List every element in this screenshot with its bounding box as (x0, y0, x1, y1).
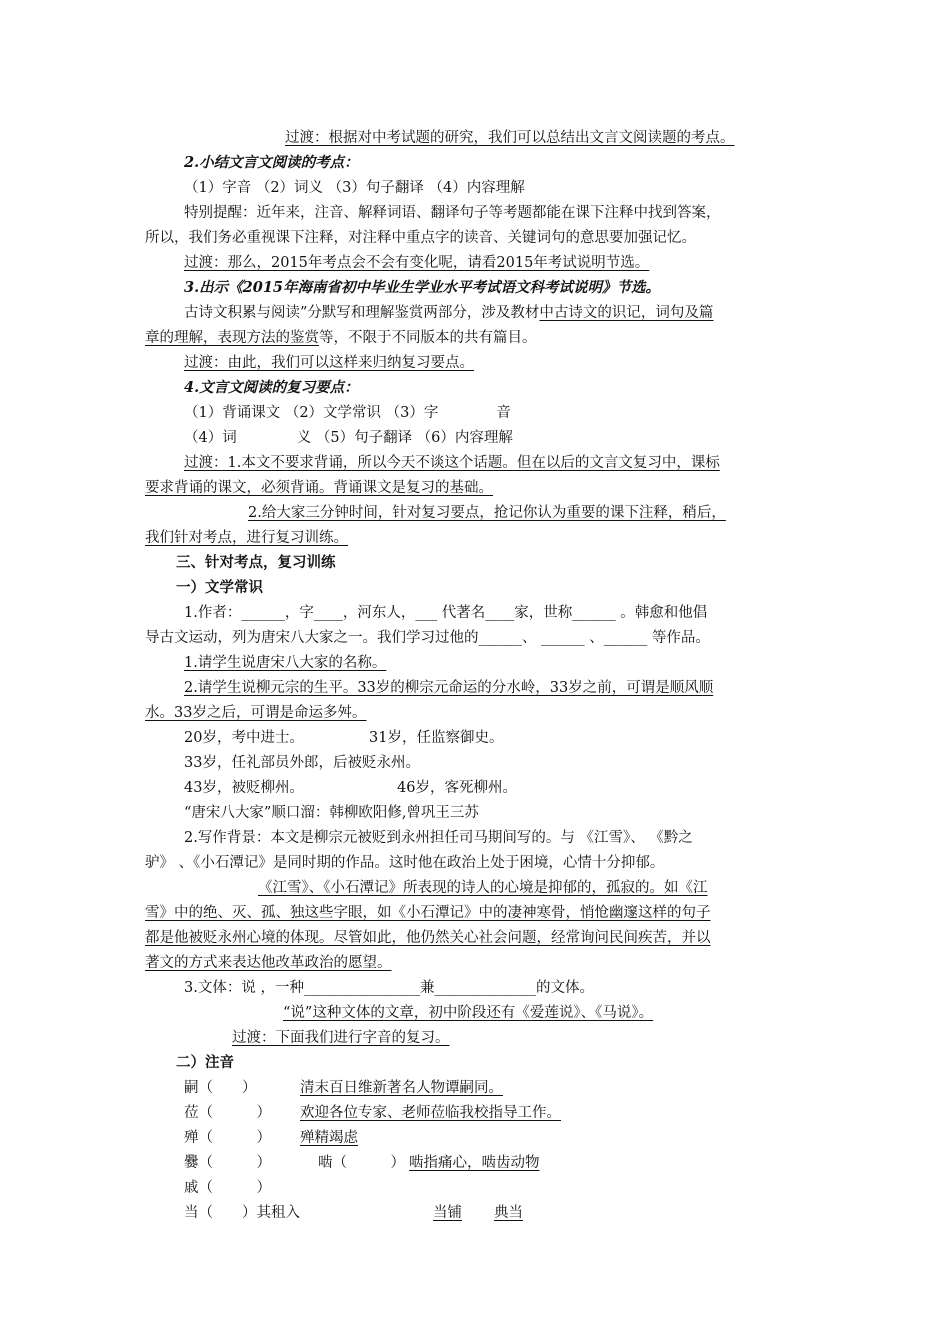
pron-item-7-example-1: 当铺 (433, 1205, 462, 1221)
prompt-life-line-1: 2.请学生说柳元宗的生平。33岁的柳宗元命运的分水岭，33岁之前，可谓是顺风顺 (184, 680, 714, 696)
transition-6-text: 过渡：下面我们进行字音的复习。 (232, 1030, 450, 1046)
life-age-46: 46岁，客死柳州。 (397, 780, 517, 796)
heading-exam-guide: 3.出示《2015年海南省初中毕业生学业水平考试语文科考试说明》节选。 (184, 279, 660, 296)
life-age-20: 20岁，考中进士。 (184, 730, 304, 746)
reminder-line-2: 所以，我们务必重视课下注释，对注释中重点字的读音、关键词句的意思要加强记忆。 (145, 230, 696, 246)
transition-2: 过渡：那么，2015年考点会不会有变化呢，请看2015年考试说明节选。 (184, 255, 650, 271)
genre-note: “说”这种文体的文章，初中阶段还有《爱莲说》、《马说》。 (283, 1005, 654, 1021)
pron-item-6-char: 戚（ ） (184, 1180, 271, 1196)
guide-line-1-text: 古诗文积累与阅读”分默写和理解鉴赏两部分，涉及教材 (184, 305, 540, 321)
transition-4-line-1: 过渡：1.本文不要求背诵，所以今天不谈这个话题。但在以后的文言文复习中，课标 (184, 455, 720, 471)
review-points-row-2 (184, 428, 513, 448)
guide-line-2 (145, 328, 537, 348)
review-points-row-1-b: 音 (496, 405, 511, 421)
mnemonic-line: “唐宋八大家”顺口溜：韩柳欧阳修,曾巩王三苏 (184, 805, 479, 821)
review-points-row-1-a: （1）背诵课文 （2）文学常识 （3）字 (184, 405, 439, 421)
pron-item-7-example-2-text: 典当 (494, 1205, 523, 1221)
pron-item-5-example: 啮指痛心，啮齿动物 (409, 1155, 540, 1171)
heading-key-points: 2.小结文言文阅读的考点： (184, 154, 359, 171)
pron-item-4-char: 爨（ ） (184, 1155, 271, 1171)
pron-item-7-char: 当（ ）其租入 (184, 1205, 300, 1221)
genre-fill-line: 3.文体：说 ，一种________________兼______________的文体。 (184, 980, 594, 996)
review-points-row-2-a: （4）词 (184, 430, 237, 446)
prompt-life-line-2: 水。33岁之后，可谓是命运多舛。 (145, 705, 367, 721)
reminder-line-1: 特别提醒：近年来，注音、解释词语、翻译句子等考题都能在课下注释中找到答案， (184, 205, 721, 221)
guide-line-2-underlined: 章的理解，表现方法的鉴赏 (145, 330, 319, 346)
mood-line-1: 《江雪》、《小石潭记》所表现的诗人的心境是抑郁的，孤寂的。如《江 (258, 880, 708, 896)
author-fill-line-2: 导古文运动，列为唐宋八大家之一。我们学习过他的______、 ______ 、______ 等作品。 (145, 630, 710, 646)
transition-5-line-2: 我们针对考点，进行复习训练。 (145, 530, 348, 546)
subsection-literature: 一）文学常识 (176, 579, 263, 596)
mood-line-4: 著文的方式来表达他改革政治的愿望。 (145, 955, 392, 971)
pron-item-2-char: 莅（ ） (184, 1105, 271, 1121)
mood-line-3: 都是他被贬永州心境的体现。尽管如此，他仍然关心社会问题，经常询问民间疾苦，并以 (145, 930, 711, 946)
pron-item-1-example: 清末百日维新著名人物谭嗣同。 (300, 1080, 503, 1096)
guide-line-1 (184, 303, 713, 323)
background-line-1: 2.写作背景：本文是柳宗元被贬到永州担任司马期间写的。与 《江雪》、 《黔之 (184, 830, 693, 846)
background-line-2: 驴》 、《小石潭记》是同时期的作品。这时他在政治上处于困境，心情十分抑郁。 (145, 855, 665, 871)
life-age-33: 33岁，任礼部员外郎，后被贬永州。 (184, 755, 420, 771)
transition-3: 过渡：由此，我们可以这样来归纳复习要点。 (184, 355, 474, 371)
guide-line-2-text: 等，不限于不同版本的共有篇目。 (319, 330, 537, 346)
key-points-list: （1）字音 （2）词义 （3）句子翻译 （4）内容理解 (184, 180, 525, 196)
prompt-eight-masters: 1.请学生说唐宋八大家的名称。 (184, 655, 387, 671)
mood-line-2: 雪》中的绝、灭、孤、独这些字眼，如《小石潭记》中的凄神寒骨，悄怆幽邃这样的句子 (145, 905, 711, 921)
pron-item-3-example: 殚精竭虑 (300, 1130, 358, 1146)
transition-1: 过渡：根据对中考试题的研究，我们可以总结出文言文阅读题的考点。 (285, 130, 735, 146)
author-fill-line-1: 1.作者：______，字____，河东人，___ 代著名____家，世称______ 。韩愈和他倡 (184, 605, 708, 621)
life-age-31: 31岁，任监察御史。 (369, 730, 504, 746)
review-points-row-2-b: 义 （5）句子翻译 （6）内容理解 (296, 430, 513, 446)
transition-4-line-2: 要求背诵的课文，必须背诵。背诵课文是复习的基础。 (145, 480, 493, 496)
pron-item-1-char: 嗣（ ） (184, 1080, 257, 1096)
heading-review-points: 4.文言文阅读的复习要点： (184, 379, 359, 396)
subsection-pronunciation: 二）注音 (176, 1054, 234, 1071)
transition-6 (184, 1028, 450, 1048)
section-three-heading: 三、针对考点，复习训练 (176, 554, 336, 571)
pron-item-7-example-2 (484, 1203, 523, 1223)
pron-item-5-char: 啮（ ） (318, 1155, 405, 1171)
life-age-43: 43岁，被贬柳州。 (184, 780, 304, 796)
pron-item-2-example: 欢迎各位专家、老师莅临我校指导工作。 (300, 1105, 561, 1121)
review-points-row-1 (184, 403, 511, 423)
pron-item-3-char: 殚（ ） (184, 1130, 271, 1146)
transition-5-line-1: 2.给大家三分钟时间，针对复习要点，抢记你认为重要的课下注释，稍后， (248, 505, 726, 521)
guide-line-1-underlined: 中古诗文的识记，词句及篇 (539, 305, 714, 321)
